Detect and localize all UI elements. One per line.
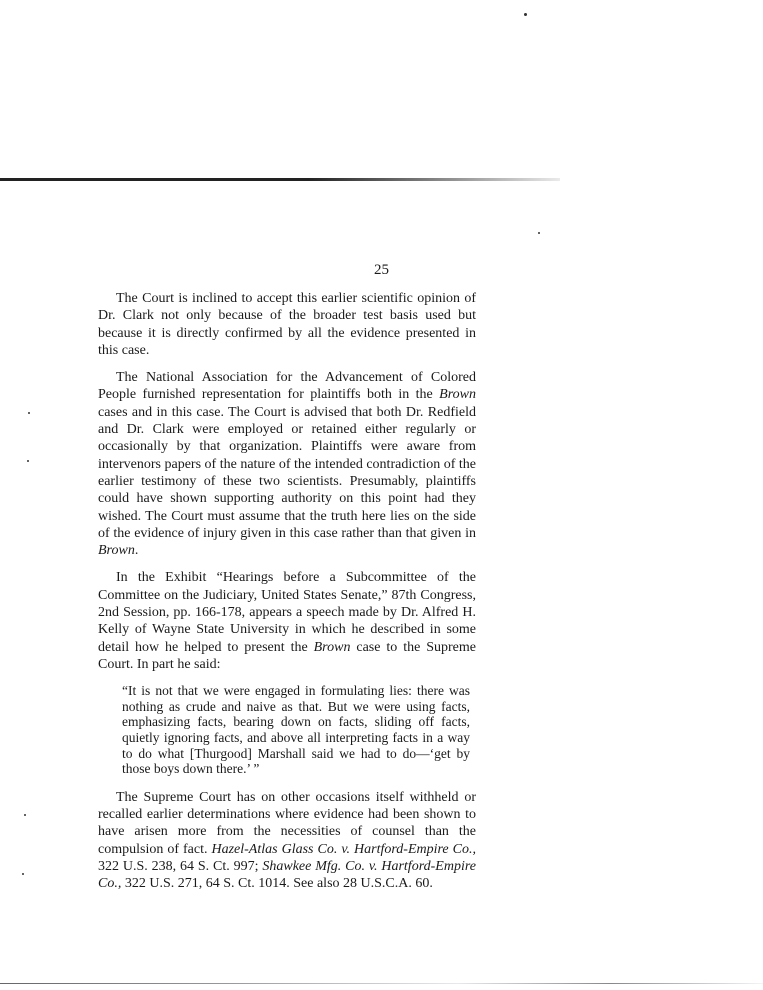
paragraph-4 [98,789,476,893]
scan-speck [28,412,30,414]
bottom-divider-rule [0,983,763,984]
page-number: 25 [374,262,389,278]
paragraph-4-text-a: The Supreme Court has on other occasions itself withheld or recalled earlier determinations where evidence had been shown to have arisen more from the necessities of counsel than the compulsion of fact. [98,789,476,857]
paragraph-2 [98,369,476,559]
case-name-brown: Brown [313,639,351,655]
scan-speck [27,460,29,462]
scan-speck [24,814,26,816]
body-text [98,290,476,903]
paragraph-4-text-b: 322 U.S. 238, 64 S. Ct. 997; [98,858,263,874]
paragraph-3 [98,569,476,673]
case-citation-shawkee: Shawkee Mfg. Co. v. Hartford-Empire Co., [98,858,476,892]
case-citation-hazel-atlas: Hazel-Atlas Glass Co. v. Hartford-Empire Co., [211,841,476,857]
paragraph-2-text-b: cases and in this case. The Court is advised that both Dr. Redfield and Dr. Clark were employed or retained either regularly or occasionally by that organization. Plaintiffs were aware from intervenors papers of the nature of the intended contradiction of the earlier testimony of these two scientists. Presumably, plaintiffs could have shown supporting authority on this point had they wished. The Court must assume that the truth here lies on the side of the evidence of injury given in this case rather than that given in [98,404,476,541]
scan-speck [524,13,527,16]
scan-speck [22,873,24,875]
paragraph-3-text-a: In the Exhibit “Hearings before a Subcommittee of the Committee on the Judiciary, United States Senate,” 87th Congress, 2nd Session, pp. 166-178, appears a speech made by Dr. Alfred H. Kelly of Wayne State University in which he described in some detail how he helped to present the [98,570,476,655]
scan-speck [538,232,540,234]
paragraph-2-text-a: The National Association for the Advancement of Colored People furnished representation for plaintiffs both in the [98,370,476,403]
paragraph-3-text-b: case to the Supreme Court. In part he said: [98,639,476,672]
block-quote: “It is not that we were engaged in formulating lies: there was nothing as crude and naive as that. But we were using facts, emphasizing facts, bearing down on facts, sliding off facts, quietly ignoring facts, and above all interpreting facts in a way to do what [Thurgood] Marshall said we had to do—‘get by those boys down there.’ ” [122,683,470,777]
top-divider-rule [0,178,560,181]
case-name-brown: Brown [98,543,135,559]
case-name-brown: Brown [439,387,476,403]
paragraph-4-text-c: 322 U.S. 271, 64 S. Ct. 1014. See also 28 U.S.C.A. 60. [121,876,433,892]
paragraph-2-text-c: . [134,543,139,559]
paragraph-1: The Court is inclined to accept this earlier scientific opinion of Dr. Clark not only because of the broader test basis used but because it is directly confirmed by all the evidence presented in this case. [98,291,476,358]
